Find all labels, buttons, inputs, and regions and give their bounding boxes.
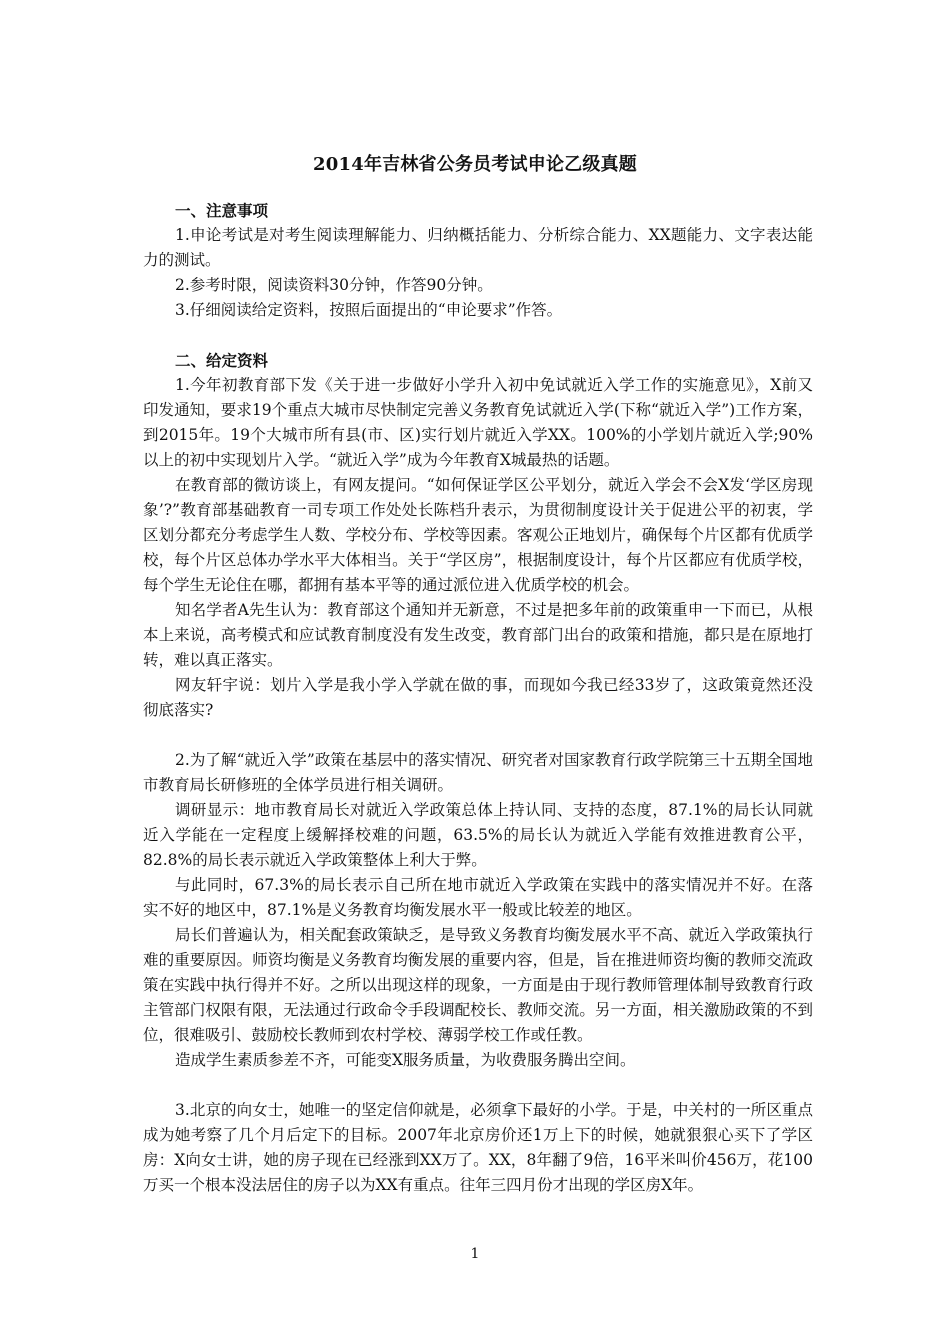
material-paragraph: 调研显示：地市教育局长对就近入学政策总体上持认同、支持的态度，87.1%的局长认同就近入学能在一定程度上缓解择校难的问题，63.5%的局长认为就近入学能有效推进教育公平，82.8%的局长表示就近入学政策整体上利大于弊。 [143,801,813,869]
material-paragraph: 2.为了解“就近入学”政策在基层中的落实情况、研究者对国家教育行政学院第三十五期全国地市教育局长研修班的全体学员进行相关调研。 [143,751,813,794]
material-paragraph: 造成学生素质参差不齐，可能变X服务质量，为收费服务腾出空间。 [175,1051,636,1069]
material-paragraph: 与此同时，67.3%的局长表示自己所在地市就近入学政策在实践中的落实情况并不好。在落实不好的地区中，87.1%是义务教育均衡发展水平一般或比较差的地区。 [143,876,813,919]
note-item: 1.申论考试是对考生阅读理解能力、归纳概括能力、分析综合能力、XX题能力、文字表达能力的测试。 [143,226,813,269]
page-number: 1 [470,1246,480,1262]
document-title: 2014年吉林省公务员考试申论乙级真题 [313,154,637,175]
document-body [143,198,813,1198]
material-paragraph: 知名学者A先生认为：教育部这个通知并无新意，不过是把多年前的政策重申一下而已，从根本上来说，高考模式和应试教育制度没有发生改变，教育部门出台的政策和措施，都只是在原地打转，难以真正落实。 [143,601,813,669]
note-item: 2.参考时限，阅读资料30分钟，作答90分钟。 [175,276,493,294]
spacer [143,1073,813,1098]
material-paragraph: 网友轩宇说：划片入学是我小学入学就在做的事，而现如今我已经33岁了，这政策竟然还没彻底落实? [143,676,813,719]
note-item: 3.仔细阅读给定资料，按照后面提出的“申论要求”作答。 [175,301,563,319]
section-heading-notes: 一、注意事项 [175,201,269,220]
material-paragraph: 3.北京的向女士，她唯一的坚定信仰就是，必须拿下最好的小学。于是，中关村的一所区重点成为她考察了几个月后定下的目标。2007年北京房价还1万上下的时候，她就狠狠心买下了学区房：X向女士讲，她的房子现在已经涨到XX万了。XX，8年翻了9倍，16平米叫价456万，花100万买一个根本没法居住的房子以为XX有重点。往年三四月份才出现的学区房X年。 [143,1101,813,1194]
spacer [143,723,813,748]
material-paragraph: 在教育部的微访谈上，有网友提问。“如何保证学区公平划分，就近入学会不会X发‘学区房现象’?”教育部基础教育一司专项工作处处长陈档升表示，为贯彻制度设计关于促进公平的初衷，学区划分都充分考虑学生人数、学校分布、学校等因素。客观公正地划片，确保每个片区都有优质学校，每个片区总体办学水平大体相当。关于“学区房”，根据制度设计，每个片区都应有优质学校，每个学生无论住在哪，都拥有基本平等的通过派位进入优质学校的机会。 [143,476,813,594]
material-paragraph: 1.今年初教育部下发《关于进一步做好小学升入初中免试就近入学工作的实施意见》，X前又印发通知，要求19个重点大城市尽快制定完善义务教育免试就近入学(下称“就近入学”)工作方案，到2015年。19个大城市所有县(市、区)实行划片就近入学XX。100%的小学划片就近入学;90%以上的初中实现划片入学。“就近入学”成为今年教育X城最热的话题。 [143,376,813,469]
material-paragraph: 局长们普遍认为，相关配套政策缺乏，是导致义务教育均衡发展水平不高、就近入学政策执行难的重要原因。师资均衡是义务教育均衡发展的重要内容，但是，旨在推进师资均衡的教师交流政策在实践中执行得并不好。之所以出现这样的现象，一方面是由于现行教师管理体制导致教育行政主管部门权限有限，无法通过行政命令手段调配校长、教师交流。另一方面，相关激励政策的不到位，很难吸引、鼓励校长教师到农村学校、薄弱学校工作或任教。 [143,926,813,1044]
section-heading-materials: 二、给定资料 [175,351,269,370]
spacer [143,323,813,348]
